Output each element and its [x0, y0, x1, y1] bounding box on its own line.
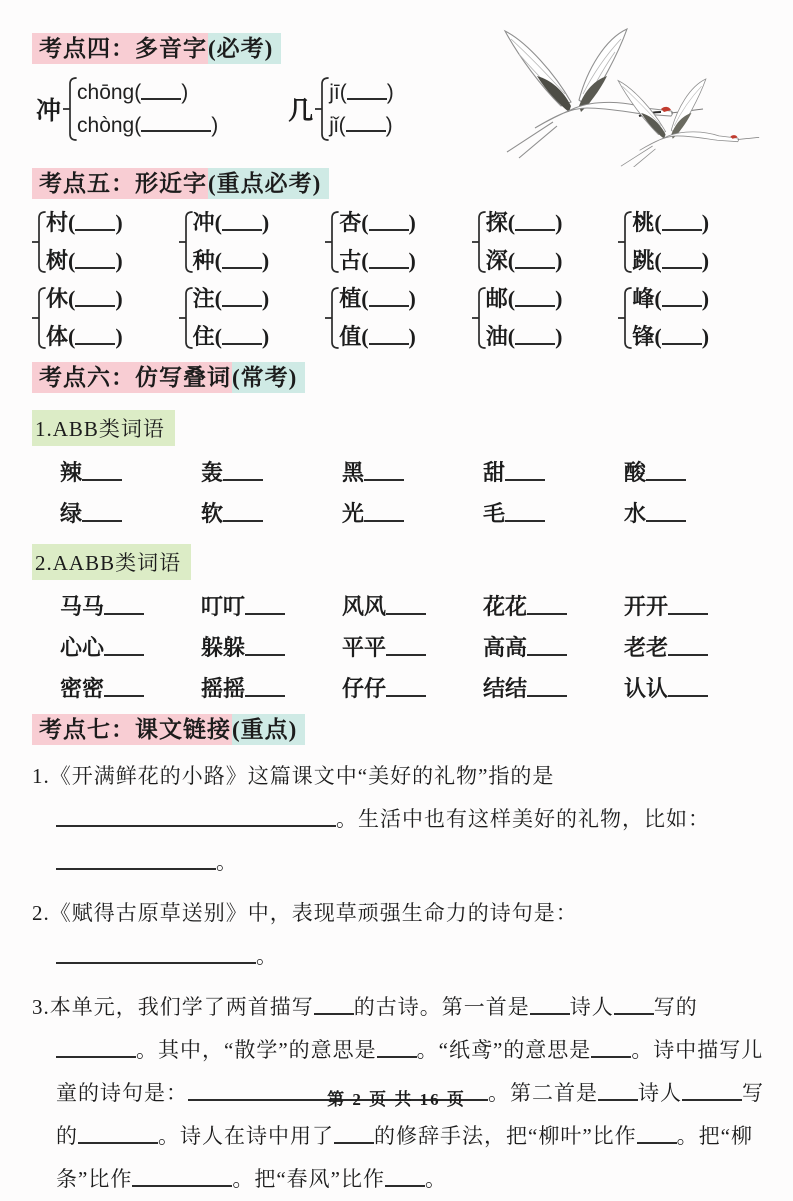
fill-in-blank — [386, 594, 426, 615]
fill-in-blank — [104, 676, 144, 697]
question-number: 3. — [32, 995, 50, 1020]
fill-in-blank — [662, 210, 702, 231]
fill-in-blank — [75, 248, 115, 269]
pair-items — [339, 286, 416, 351]
pair-items — [632, 286, 709, 351]
fill-in-blank — [386, 676, 426, 697]
reduplication-word-blank: 马马 — [60, 590, 201, 621]
reduplication-word-blank: 摇摇 — [201, 672, 342, 703]
pinyin-readings — [77, 80, 218, 138]
aabb-word-grid — [32, 590, 765, 703]
fill-in-blank — [222, 248, 262, 269]
similar-char-pair — [472, 209, 619, 275]
reduplication-word-blank: 结结 — [483, 672, 624, 703]
fill-in-blank — [369, 324, 409, 345]
pinyin-readings — [329, 80, 394, 138]
fill-in-blank — [78, 1125, 158, 1145]
reduplication-word-blank: 仔仔 — [342, 672, 483, 703]
fill-in-blank — [515, 286, 555, 307]
char-with-blank: 住( ) — [192, 324, 270, 349]
page-number-footer: 第 2 页 共 16 页 — [327, 1090, 466, 1109]
polyphone-character: 几 — [288, 97, 314, 125]
reduplication-word-blank: 叮叮 — [201, 590, 342, 621]
brace-bracket-icon — [32, 209, 46, 275]
similar-char-pair — [325, 209, 472, 275]
pair-items — [486, 210, 563, 275]
reduplication-word-blank: 躲躲 — [201, 631, 342, 662]
fill-in-blank — [314, 995, 354, 1015]
reduplication-word-blank: 高高 — [483, 631, 624, 662]
section-title: 考点七：课文链接 — [32, 714, 232, 745]
char-with-blank: 油( ) — [485, 324, 563, 349]
fill-in-blank — [104, 594, 144, 615]
fill-in-blank — [75, 210, 115, 231]
fill-in-blank — [82, 501, 122, 522]
brace-bracket-icon — [63, 75, 77, 143]
fill-in-blank — [364, 460, 404, 481]
similar-char-pair — [32, 209, 179, 275]
pair-items — [486, 286, 563, 351]
char-with-blank: 休( ) — [46, 285, 123, 311]
section-heading-reduplication — [32, 361, 765, 396]
char-with-blank: 村( ) — [46, 209, 123, 235]
fill-in-blank — [527, 594, 567, 615]
fill-in-blank — [222, 324, 262, 345]
brace-bracket-icon — [179, 285, 193, 351]
char-with-blank: 深( ) — [485, 248, 563, 273]
fill-in-blank — [223, 501, 263, 522]
similar-char-pair — [32, 285, 179, 351]
similar-char-pair — [618, 285, 765, 351]
pair-items — [339, 210, 416, 275]
reduplication-word-blank: 软 — [201, 497, 342, 528]
fill-in-blank — [222, 210, 262, 231]
reduplication-word-blank: 毛 — [483, 497, 624, 528]
fill-in-blank — [668, 594, 708, 615]
section-heading-text-links — [32, 713, 765, 748]
reduplication-word-blank: 黑 — [342, 456, 483, 487]
reduplication-word-blank: 辣 — [60, 456, 201, 487]
abb-word-grid — [32, 456, 765, 528]
fill-in-blank — [245, 676, 285, 697]
section-tag: (重点) — [232, 714, 305, 745]
fill-in-blank — [56, 807, 336, 827]
fill-in-blank — [56, 850, 216, 870]
brace-bracket-icon — [325, 285, 339, 351]
section-title: 考点四：多音字 — [32, 33, 208, 64]
char-with-blank: 跳( ) — [632, 248, 710, 273]
similar-char-pair — [179, 209, 326, 275]
reduplication-word-blank: 密密 — [60, 672, 201, 703]
abb-label: 1.ABB类词语 — [32, 410, 175, 446]
char-with-blank: 杏( ) — [339, 209, 416, 235]
reduplication-word-blank: 光 — [342, 497, 483, 528]
fill-in-blank — [662, 286, 702, 307]
char-with-blank: 古( ) — [339, 248, 416, 273]
section-heading-polyphones — [32, 32, 765, 67]
fill-in-blank — [386, 635, 426, 656]
fill-in-blank — [646, 460, 686, 481]
section-tag: (必考) — [208, 33, 281, 64]
pair-items — [46, 286, 123, 351]
char-with-blank: 值( ) — [339, 324, 416, 349]
char-with-blank: 植( ) — [339, 285, 416, 311]
section-title: 考点五：形近字 — [32, 168, 208, 199]
fill-in-blank — [515, 248, 555, 269]
fill-in-blank — [591, 1038, 631, 1058]
polyphone-group — [288, 75, 394, 143]
section-tag: (重点必考) — [208, 168, 329, 199]
reduplication-word-blank: 轰 — [201, 456, 342, 487]
pairs-row — [32, 285, 765, 351]
fill-in-blank — [364, 501, 404, 522]
brace-bracket-icon — [325, 209, 339, 275]
reduplication-word-blank: 风风 — [342, 590, 483, 621]
reduplication-word-blank: 认认 — [624, 672, 765, 703]
fill-in-blank — [527, 676, 567, 697]
fill-in-blank — [527, 635, 567, 656]
fill-in-blank — [668, 676, 708, 697]
pair-items — [193, 286, 270, 351]
char-with-blank: 体( ) — [46, 324, 123, 349]
fill-in-blank — [104, 635, 144, 656]
fill-in-blank — [369, 286, 409, 307]
pair-items — [193, 210, 270, 275]
char-with-blank: 树( ) — [46, 248, 123, 273]
similar-char-pairs — [32, 209, 765, 351]
similar-char-pair — [325, 285, 472, 351]
fill-in-blank — [662, 248, 702, 269]
reduplication-word-blank: 花花 — [483, 590, 624, 621]
fill-in-blank — [245, 635, 285, 656]
fill-in-blank — [347, 80, 387, 100]
reduplication-word-blank: 绿 — [60, 497, 201, 528]
fill-in-blank — [56, 944, 256, 964]
brace-bracket-icon — [472, 285, 486, 351]
fill-in-blank — [75, 324, 115, 345]
fill-in-blank — [223, 460, 263, 481]
pair-items — [46, 210, 123, 275]
pinyin-reading-blank: chòng( ) — [77, 113, 219, 137]
fill-in-blank — [377, 1038, 417, 1058]
fill-in-blank — [614, 995, 654, 1015]
pinyin-reading-blank: jǐ( ) — [329, 113, 393, 137]
question-paragraph: 3.本单元，我们学了两首描写 的古诗。第一首是 诗人 写的。其中，“散学”的意思是 。“纸鸢”的意思是 。诗中描写儿童的诗句是： 。第二首是 诗人 写的 。诗人在诗中用了 的修辞手法，把“柳叶”比作 。把“柳条”比作 。把“春风”比作 。 — [32, 995, 764, 1192]
pinyin-reading-blank: jī( ) — [329, 80, 394, 104]
char-with-blank: 桃( ) — [632, 209, 710, 235]
fill-in-blank — [222, 286, 262, 307]
reduplication-word-blank: 老老 — [624, 631, 765, 662]
similar-char-pair — [472, 285, 619, 351]
fill-in-blank — [56, 1038, 136, 1058]
polyphone-groups — [36, 75, 765, 159]
pinyin-reading-blank: chōng( ) — [77, 80, 189, 104]
fill-in-blank — [505, 501, 545, 522]
fill-in-blank — [385, 1168, 425, 1188]
fill-in-blank — [141, 113, 211, 133]
brace-bracket-icon — [472, 209, 486, 275]
brace-bracket-icon — [618, 209, 632, 275]
aabb-label: 2.AABB类词语 — [32, 544, 191, 580]
pairs-row — [32, 209, 765, 275]
brace-bracket-icon — [315, 75, 329, 143]
similar-char-pair — [179, 285, 326, 351]
reduplication-word-blank: 心心 — [60, 631, 201, 662]
polyphone-character: 冲 — [36, 97, 62, 125]
char-with-blank: 锋( ) — [632, 324, 710, 349]
polyphone-group — [36, 75, 218, 143]
fill-in-blank — [637, 1125, 677, 1145]
fill-in-blank — [662, 324, 702, 345]
brace-bracket-icon — [32, 285, 46, 351]
char-with-blank: 注( ) — [192, 285, 270, 311]
pair-items — [632, 210, 709, 275]
fill-in-blank — [515, 324, 555, 345]
fill-in-blank — [82, 460, 122, 481]
fill-in-blank — [646, 501, 686, 522]
reduplication-word-blank: 酸 — [624, 456, 765, 487]
char-with-blank: 邮( ) — [485, 285, 563, 311]
question-paragraph: 1.《开满鲜花的小路》这篇课文中“美好的礼物”指的是。生活中也有这样美好的礼物，比如：。 — [32, 764, 710, 875]
section-tag: (常考) — [232, 362, 305, 393]
char-with-blank: 峰( ) — [632, 285, 710, 311]
char-with-blank: 探( ) — [485, 209, 563, 235]
reduplication-word-blank: 甜 — [483, 456, 624, 487]
reduplication-word-blank: 平平 — [342, 631, 483, 662]
fill-in-blank — [346, 113, 386, 133]
question-number: 2. — [32, 901, 50, 926]
question-paragraph: 2.《赋得古原草送别》中，表现草顽强生命力的诗句是：。 — [32, 901, 578, 969]
fill-in-blank — [369, 210, 409, 231]
reduplication-word-blank: 开开 — [624, 590, 765, 621]
fill-in-blank — [530, 995, 570, 1015]
char-with-blank: 冲( ) — [192, 209, 270, 235]
fill-in-blank — [132, 1168, 232, 1188]
fill-in-blank — [334, 1125, 374, 1145]
section-heading-similar-chars — [32, 167, 765, 202]
brace-bracket-icon — [618, 285, 632, 351]
fill-in-blank — [245, 594, 285, 615]
fill-in-blank — [505, 460, 545, 481]
section-title: 考点六：仿写叠词 — [32, 362, 232, 393]
fill-in-blank — [75, 286, 115, 307]
question-number: 1. — [32, 764, 50, 788]
similar-char-pair — [618, 209, 765, 275]
fill-in-blank — [668, 635, 708, 656]
reduplication-word-blank: 水 — [624, 497, 765, 528]
brace-bracket-icon — [179, 209, 193, 275]
char-with-blank: 种( ) — [192, 248, 270, 273]
fill-in-blank — [369, 248, 409, 269]
text-link-questions — [32, 755, 765, 1201]
fill-in-blank — [141, 80, 181, 100]
fill-in-blank — [515, 210, 555, 231]
